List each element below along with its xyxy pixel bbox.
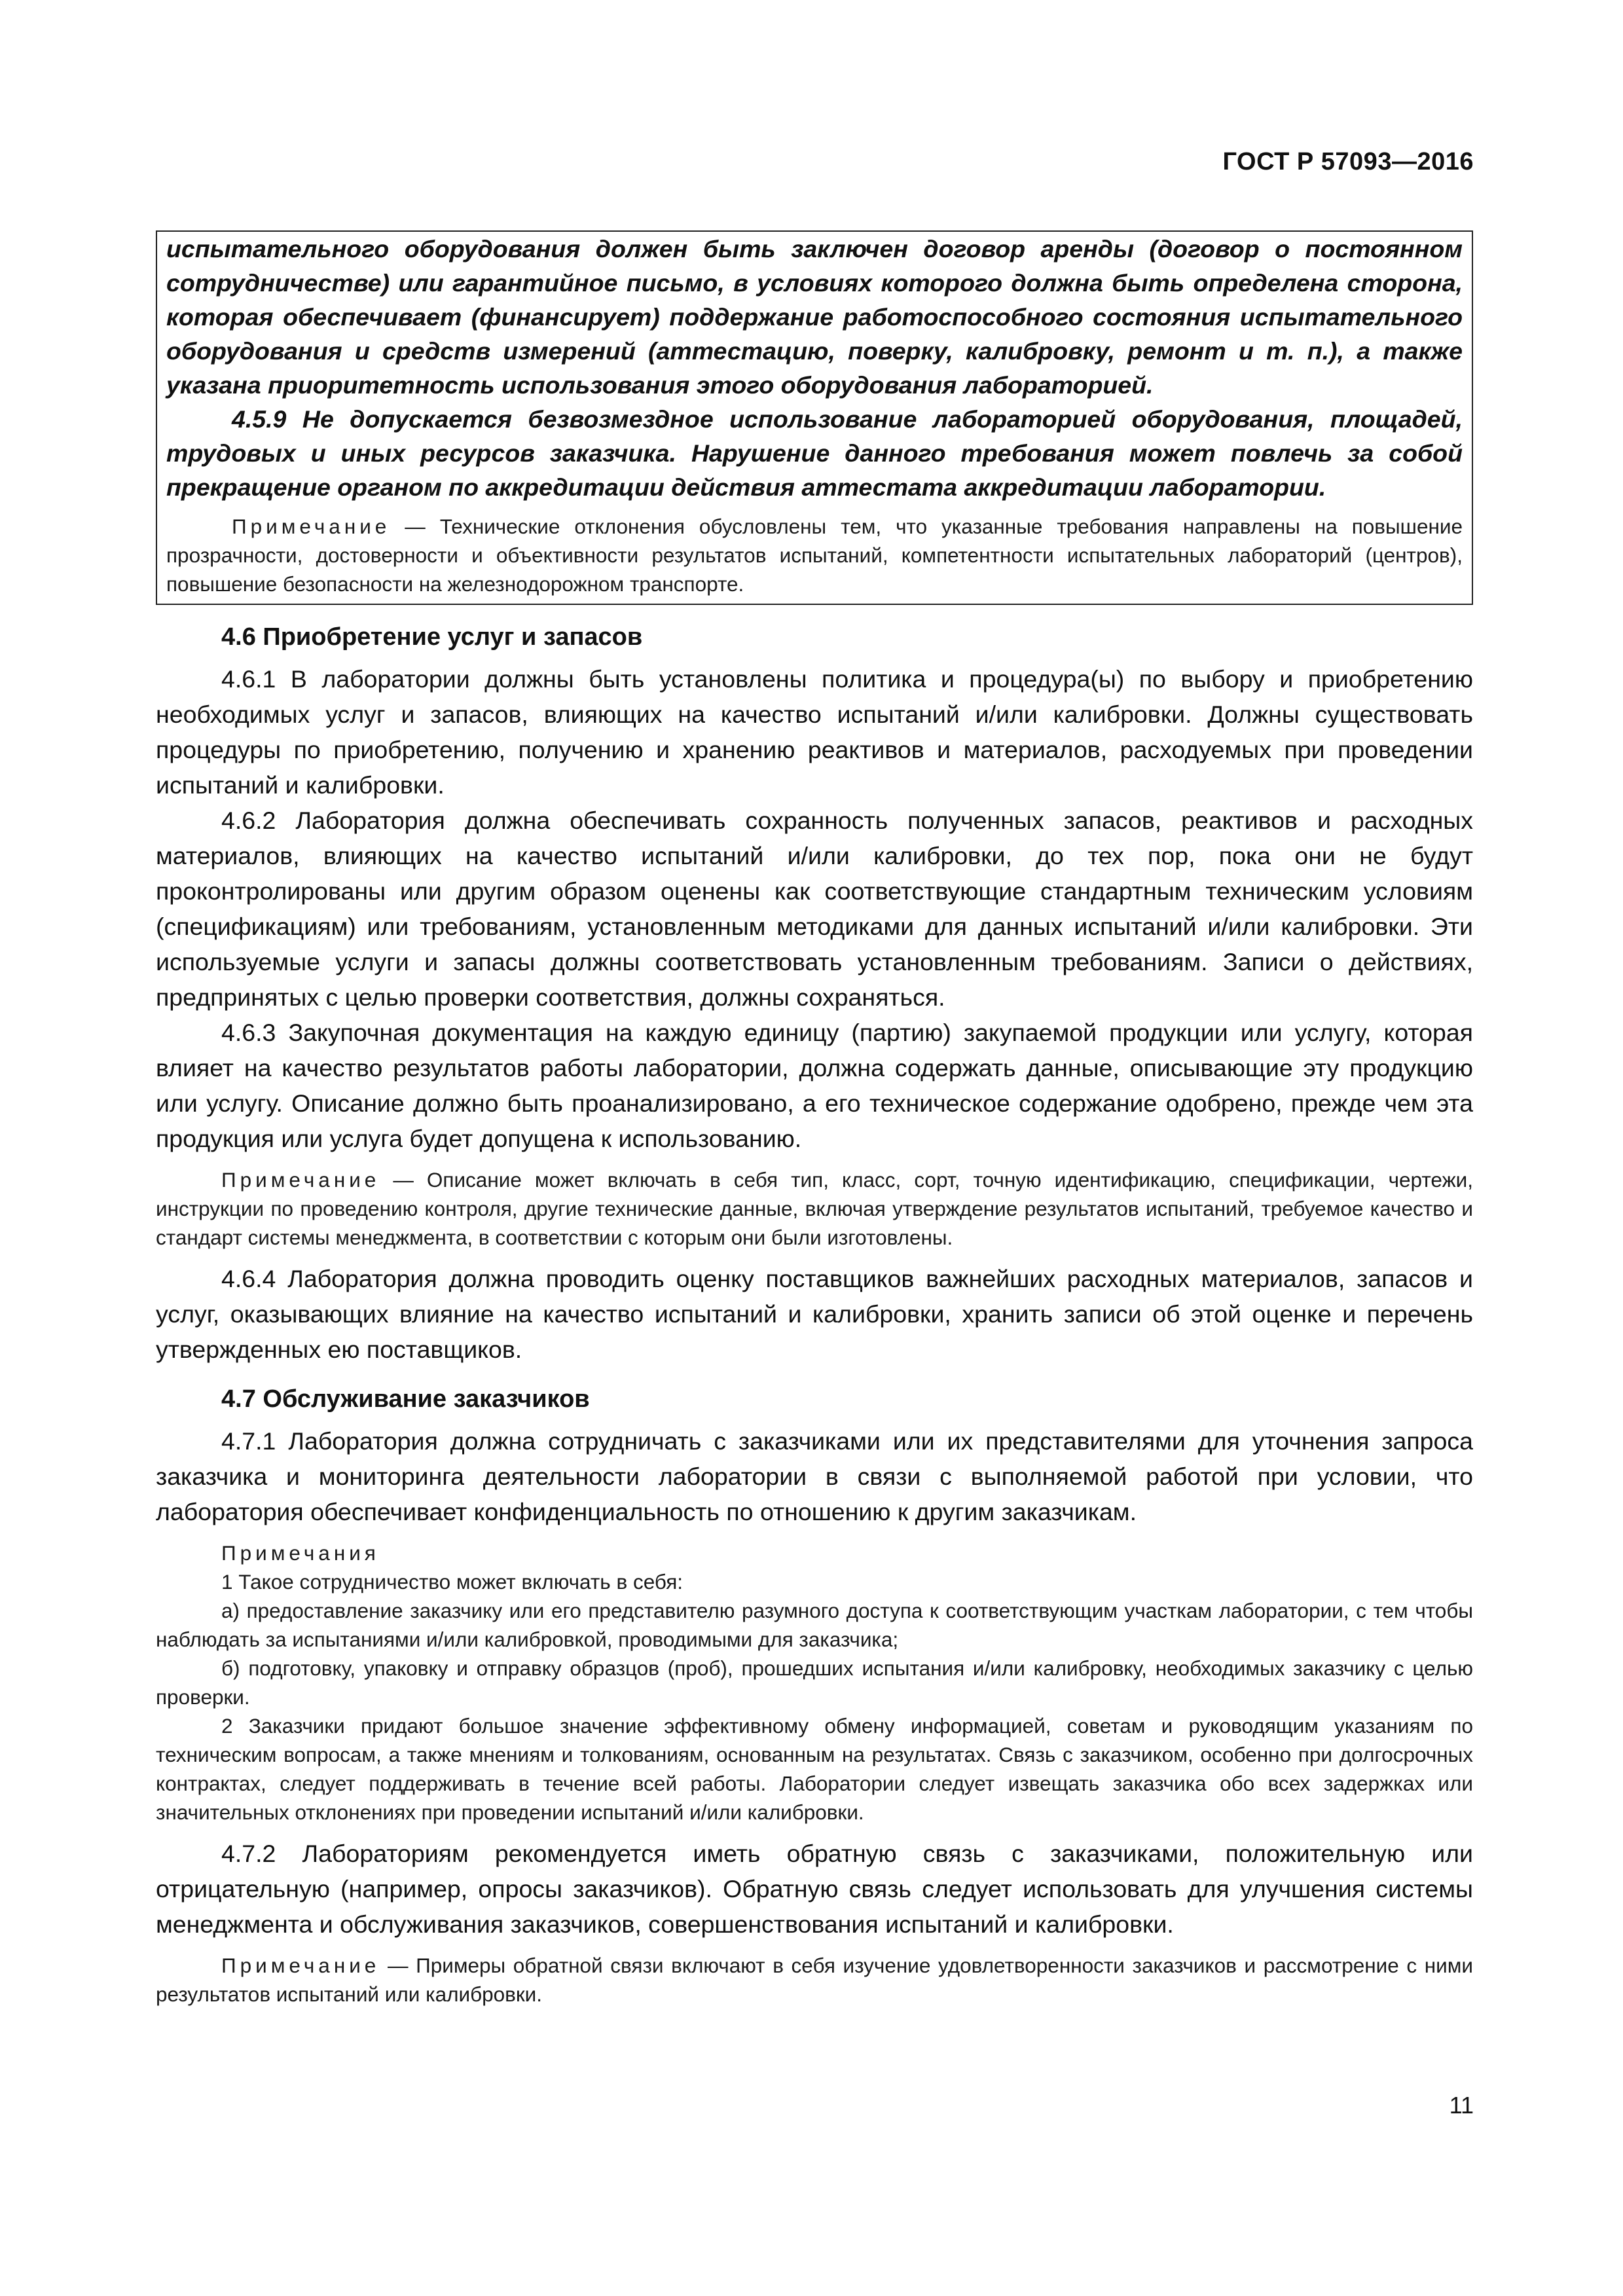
note-text: — Примеры обратной связи включают в себя изучение удовлетворенности заказчиков и рассмотрение с ними результатов испытаний или калибровки. bbox=[156, 1954, 1473, 2006]
highlighted-deviation-box bbox=[156, 230, 1473, 605]
document-code-header: ГОСТ Р 57093—2016 bbox=[1222, 148, 1474, 175]
paragraph-4-6-1: 4.6.1 В лаборатории должны быть установлены политика и процедура(ы) по выбору и приобретению необходимых услуг и запасов, влияющих на качество испытаний и/или калибровки. Должны существовать процедуры по приобретению, получению и хранению реактивов и материалов, расходуемых при проведении испытаний и калибровки. bbox=[156, 665, 1473, 799]
box-note bbox=[166, 512, 1463, 598]
page-content bbox=[156, 230, 1473, 2009]
note-text: — Технические отклонения обусловлены тем, что указанные требования направлены на повышение прозрачности, достоверности и объективности результатов испытаний, компетентности испытательных лабораторий (центров), повышение безопасности на железнодорожном транспорте. bbox=[166, 515, 1463, 596]
section-heading-4-6: 4.6 Приобретение услуг и запасов bbox=[221, 623, 643, 651]
page-number: 11 bbox=[1449, 2092, 1474, 2119]
note-2: 2 Заказчики придают большое значение эффективному обмену информацией, советам и руководящим указаниям по техническим вопросам, а также мнениям и толкованиям, основанным на результатах. Связь с заказчиком, особенно при долгосрочных контрактах, следует поддерживать в течение всей работы. Лаборатории следует извещать заказчика обо всех задержках или значительных отклонениях при проведении испытаний и/или калибровки. bbox=[156, 1714, 1473, 1824]
note-label: Примечание bbox=[221, 1168, 380, 1192]
notes-label: Примечания bbox=[221, 1541, 380, 1565]
box-paragraph-4-5-9: 4.5.9 Не допускается безвозмездное использование лабораторией оборудования, площадей, трудовых и иных ресурсов заказчика. Нарушение данного требования может повлечь за собой прекращение органом по аккредитации действия аттестата аккредитации лаборатории. bbox=[166, 405, 1463, 501]
paragraph-4-6-4: 4.6.4 Лаборатория должна проводить оценку поставщиков важнейших расходных материалов, запасов и услуг, оказывающих влияние на качество испытаний и калибровки, хранить записи об этой оценке и перечень утвержденных ею поставщиков. bbox=[156, 1265, 1473, 1363]
note-4-6-3 bbox=[156, 1165, 1473, 1252]
paragraph-4-7-1: 4.7.1 Лаборатория должна сотрудничать с заказчиками или их представителями для уточнения запроса заказчика и мониторинга деятельности лаборатории в связи с выполняемой работой при условии, что лаборатория обеспечивает конфиденциальность по отношению к другим заказчикам. bbox=[156, 1427, 1473, 1525]
note-label: Примечание bbox=[232, 515, 391, 538]
paragraph-4-7-2: 4.7.2 Лабораториям рекомендуется иметь обратную связь с заказчиками, положительную или отрицательную (например, опросы заказчиков). Обратную связь следует использовать для улучшения системы менеджмента и обслуживания заказчиков, совершенствования испытаний и калибровки. bbox=[156, 1840, 1473, 1938]
note-1: 1 Такое сотрудничество может включать в себя: bbox=[221, 1570, 684, 1594]
paragraph-4-6-3: 4.6.3 Закупочная документация на каждую единицу (партию) закупаемой продукции или услугу, которая влияет на качество результатов работы лаборатории, должна содержать данные, описывающие эту продукцию или услугу. Описание должно быть проанализировано, а его техническое содержание одобрено, прежде чем эта продукция или услуга будет допущена к использованию. bbox=[156, 1019, 1473, 1152]
note-1-a: а) предоставление заказчику или его представителю разумного доступа к соответствующим участкам лаборатории, с тем чтобы наблюдать за испытаниями и/или калибровкой, проводимыми для заказчика; bbox=[156, 1599, 1473, 1651]
note-label: Примечание bbox=[221, 1954, 380, 1977]
box-paragraph-continuation: испытательного оборудования должен быть заключен договор аренды (договор о постоянном сотрудничестве) или гарантийное письмо, в условиях которого должна быть определена сторона, которая обеспечивает (финансирует) поддержание работоспособного состояния испытательного оборудования и средств измерений (аттестацию, поверку, калибровку, ремонт и т. п.), а также указана приоритетность использования этого оборудования лабораторией. bbox=[166, 235, 1463, 399]
note-4-7-2 bbox=[156, 1951, 1473, 2009]
note-text: — Описание может включать в себя тип, класс, сорт, точную идентификацию, спецификации, чертежи, инструкции по проведению контроля, другие технические данные, включая утверждение результатов испытаний, требуемое качество и стандарт системы менеджмента, в соответствии с которым они были изготовлены. bbox=[156, 1168, 1473, 1249]
note-1-b: б) подготовку, упаковку и отправку образцов (проб), прошедших испытания и/или калибровку, необходимых заказчику с целью проверки. bbox=[156, 1656, 1473, 1709]
section-heading-4-7: 4.7 Обслуживание заказчиков bbox=[221, 1385, 590, 1413]
paragraph-4-6-2: 4.6.2 Лаборатория должна обеспечивать сохранность полученных запасов, реактивов и расходных материалов, влияющих на качество испытаний и/или калибровки, до тех пор, пока они не будут проконтролированы или другим образом оценены как соответствующие стандартным техническим условиям (спецификациям) или требованиям, установленным методиками для данных испытаний и/или калибровки. Эти используемые услуги и запасы должны соответствовать установленным требованиям. Записи о действиях, предпринятых с целью проверки соответствия, должны сохраняться. bbox=[156, 807, 1473, 1011]
